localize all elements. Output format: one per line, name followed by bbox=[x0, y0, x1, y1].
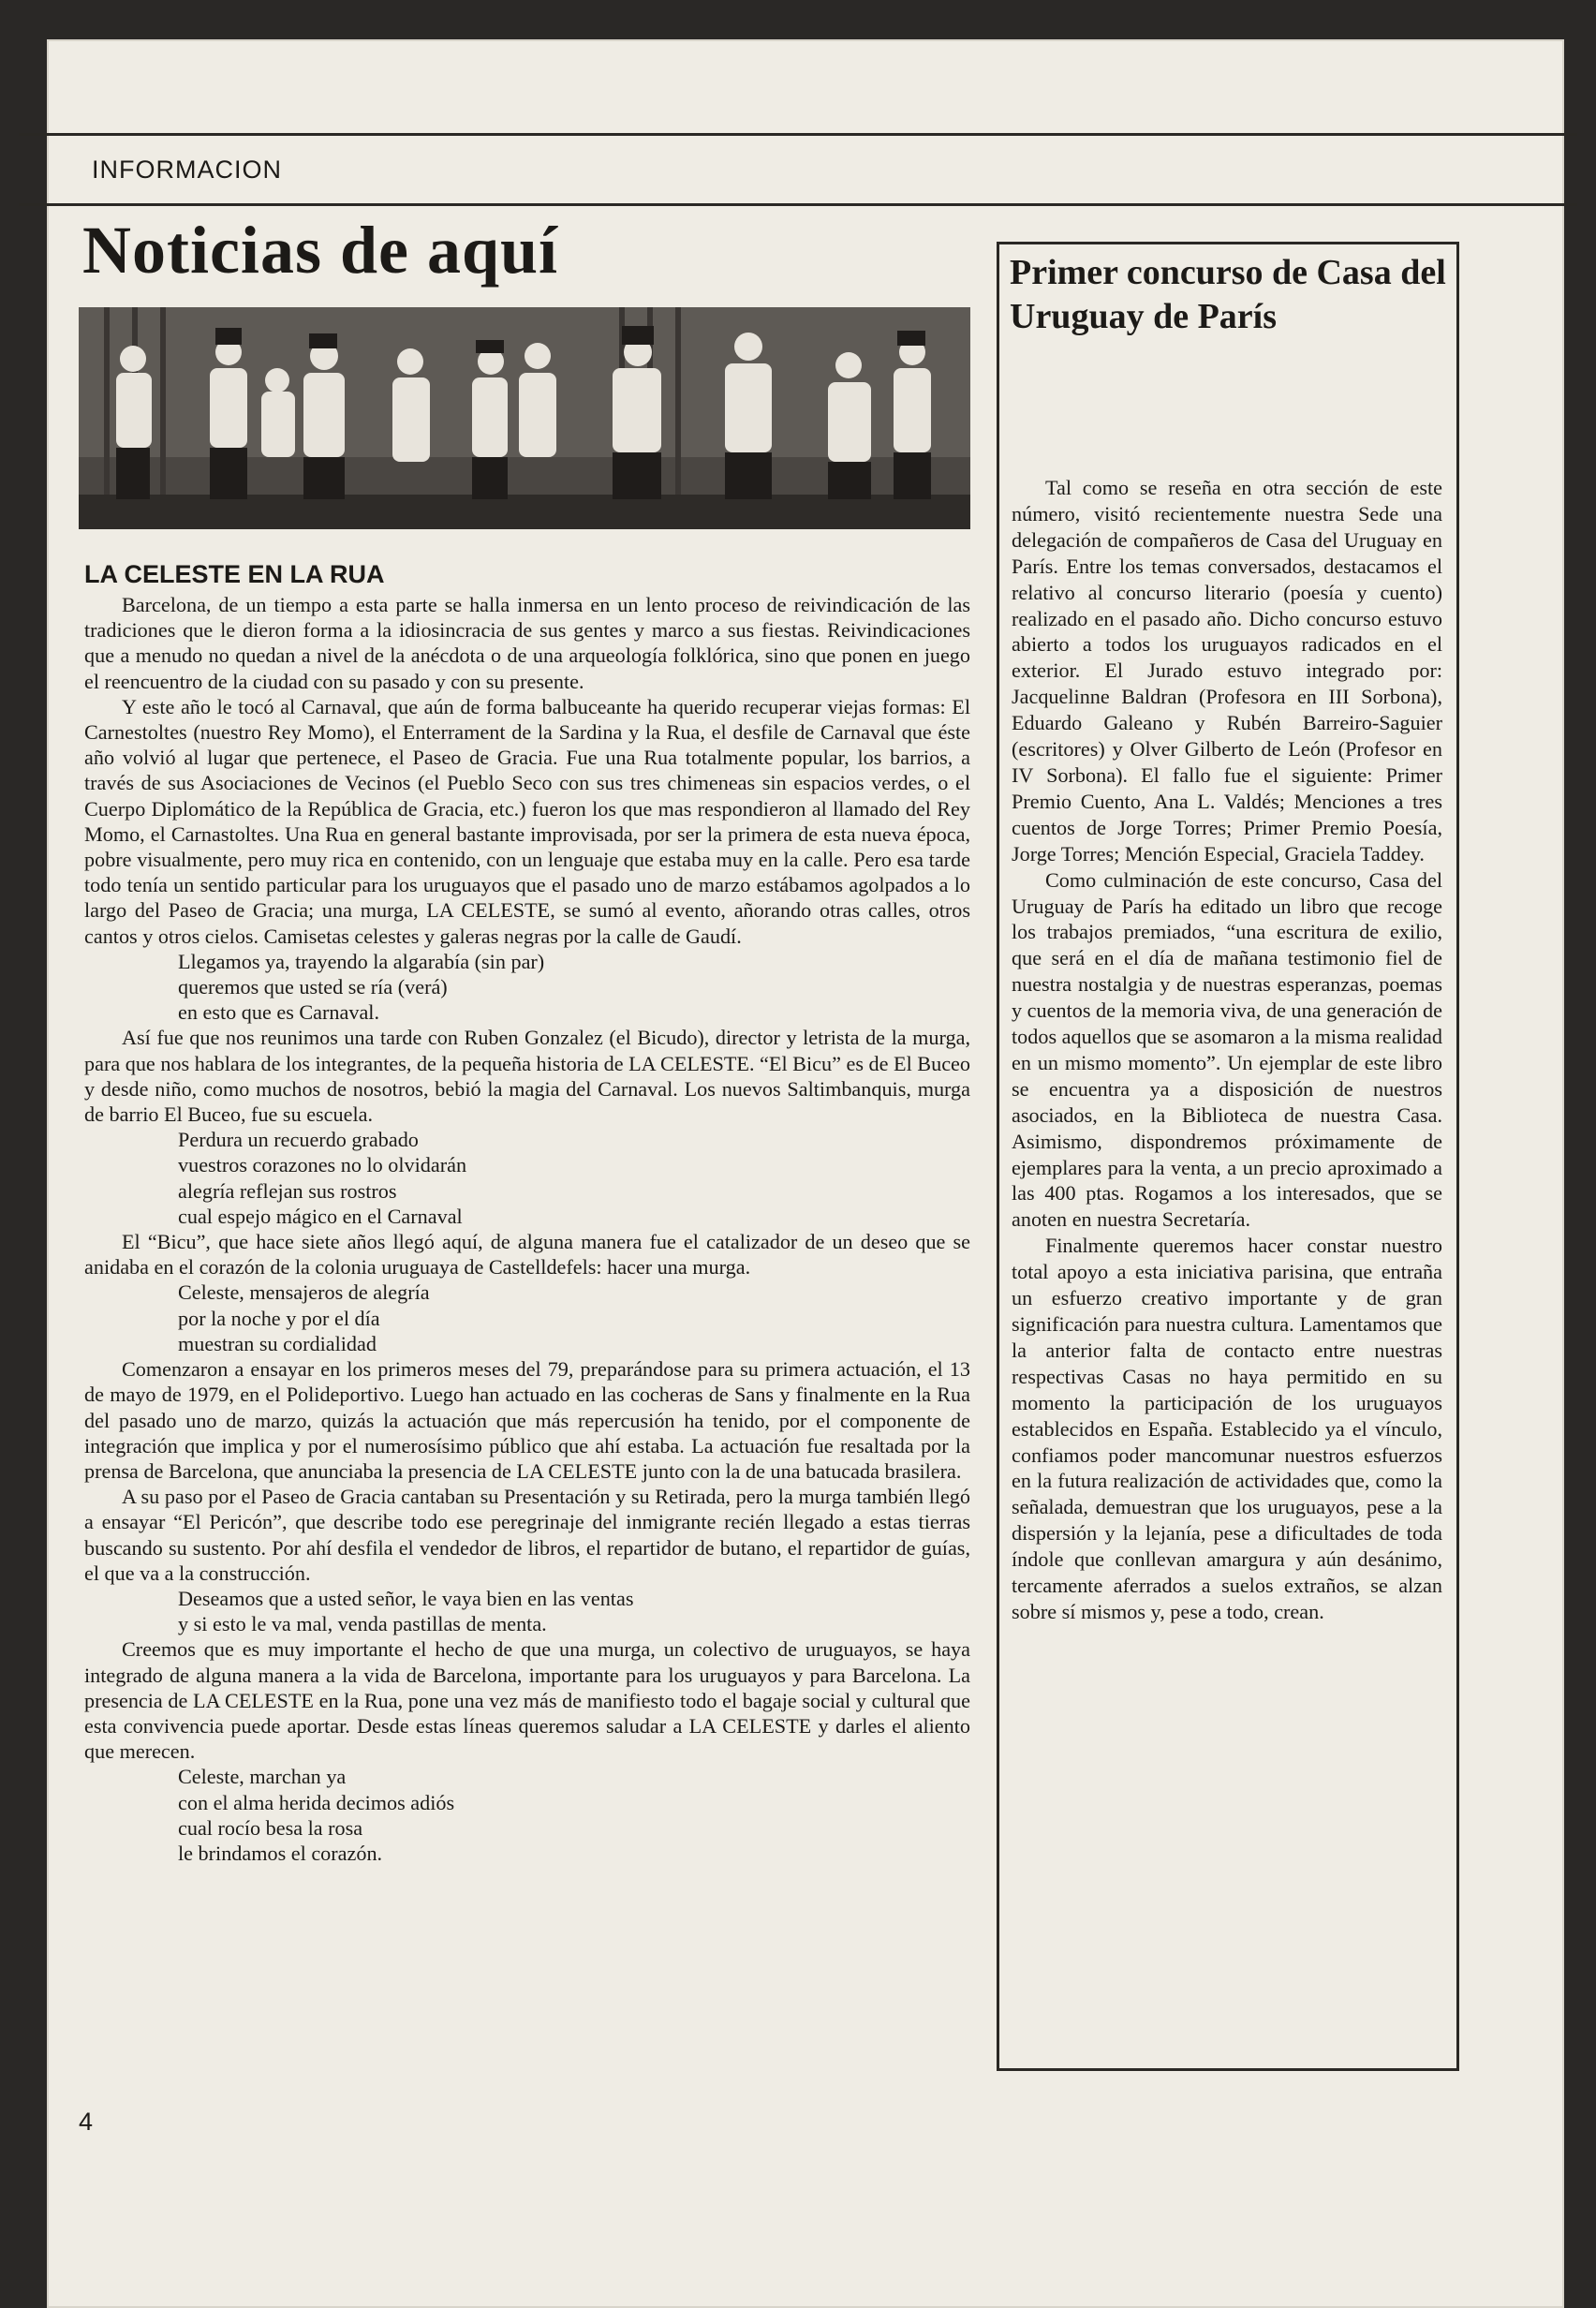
verse-line: Deseamos que a usted señor, le vaya bien en las ventas bbox=[178, 1586, 634, 1610]
murga-performers-photo bbox=[79, 307, 970, 529]
section-rule bbox=[19, 203, 1577, 206]
murga-verse bbox=[84, 1764, 970, 1866]
article-paragraph: El “Bicu”, que hace siete años llegó aquí, de alguna manera fue el catalizador de un deseo que se anidaba en el corazón de la colonia uruguaya de Castelldefels: hacer una murga. bbox=[84, 1230, 970, 1280]
verse-line: y si esto le va mal, venda pastillas de menta. bbox=[178, 1612, 547, 1636]
article-paragraph: Barcelona, de un tiempo a esta parte se halla inmersa en un lento proceso de reivindicación de las tradiciones que le dieron forma a la idiosincracia de sus gentes y marco a sus fiestas. Reivindicaciones que a menudo no quedan a nivel de la anécdota o de una arqueología folklórica, sino que ponen en juego el reencuentro de la ciudad con su pasado y con su presente. bbox=[84, 593, 970, 693]
verse-line: Perdura un recuerdo grabado bbox=[178, 1128, 419, 1152]
verse-line: alegría reflejan sus rostros bbox=[178, 1178, 397, 1203]
article-paragraph: A su paso por el Paseo de Gracia cantaban su Presentación y su Retirada, pero la murga también llegó a ensayar “El Pericón”, que describe todo ese peregrinaje del inmigrante recién llegado a estas tierras buscando su sustento. Por ahí desfila el vendedor de libros, el repartidor de butano, el repartidor de guías, el que va a la construcción. bbox=[84, 1485, 970, 1585]
sidebar-body bbox=[1012, 475, 1442, 1625]
article-paragraph: Así fue que nos reunimos una tarde con Ruben Gonzalez (el Bicudo), director y letrista de la murga, para que nos hablara de los integrantes, de la pequeña historia de LA CELESTE. “El Bicu” es de El Buceo y desde niño, como muchos de nosotros, bebió la magia del Carnaval. Los nuevos Saltimbanquis, murga de barrio El Buceo, fue su escuela. bbox=[84, 1026, 970, 1127]
verse-line: Celeste, mensajeros de alegría bbox=[178, 1280, 430, 1305]
verse-line: cual rocío besa la rosa bbox=[178, 1815, 363, 1840]
murga-verse bbox=[84, 1127, 970, 1229]
verse-line: muestran su cordialidad bbox=[178, 1331, 377, 1355]
article-paragraph: Creemos que es muy importante el hecho de que una murga, un colectivo de uruguayos, se haya integrado de alguna manera a la vida de Barcelona, importante para los uruguayos y para Barcelona. La presencia de LA CELESTE en la Rua, pone una vez más de manifiesto todo el bagaje social y cultural que esta convivencia puede aportar. Desde estas líneas queremos saludar a LA CELESTE y darles el aliento que merecen. bbox=[84, 1637, 970, 1764]
verse-line: vuestros corazones no lo olvidarán bbox=[178, 1153, 467, 1177]
sidebar-paragraph: Tal como se reseña en otra sección de este número, visitó recientemente nuestra Sede una delegación de compañeros de Casa del Uruguay en París. Entre los temas conversados, destacamos el relativo al concurso literario (poesía y cuento) realizado en el pasado año. Dicho concurso estuvo abierto a todos los uruguayos radicados en el exterior. El Jurado estuvo integrado por: Jacquelinne Baldran (Profesora en III Sorbona), Eduardo Galeano y Rubén Barreiro-Saguier (escritores) y Olver Gilberto de León (Profesor en IV Sorbona). El fallo fue el siguiente: Primer Premio Cuento, Ana L. Valdés; Menciones a tres cuentos de Jorge Torres; Primer Premio Poesía, Jorge Torres; Mención Especial, Graciela Taddey. bbox=[1012, 476, 1442, 866]
page-number: 4 bbox=[79, 2108, 94, 2136]
verse-line: queremos que usted se ría (verá) bbox=[178, 975, 448, 999]
murga-verse bbox=[84, 1280, 970, 1356]
murga-verse bbox=[84, 1586, 970, 1636]
article-body bbox=[84, 592, 970, 1866]
verse-line: Llegamos ya, trayendo la algarabía (sin par) bbox=[178, 949, 545, 973]
sidebar-paragraph: Como culminación de este concurso, Casa del Uruguay de París ha editado un libro que recoge los trabajos premiados, “una escritura de exilio, que será en el día de mañana testimonio fiel de nuestra nostalgia y de nuestras esperanzas, poemas y cuentos de la memoria viva, de una generación de todos aquellos que se asomaron a la misma realidad en un mismo momento”. Un ejemplar de este libro se encuentra ya a disposición de nuestros asociados, en la Biblioteca de nuestra Casa. Asimismo, dispondremos próximamente de ejemplares para la venta, a un precio aproximado a las 400 ptas. Rogamos a los interesados, que se anoten en nuestra Secretaría. bbox=[1012, 867, 1442, 1232]
top-rule bbox=[19, 133, 1577, 136]
murga-verse bbox=[84, 949, 970, 1026]
sidebar-title: Primer concurso de Casa del Uruguay de París bbox=[1010, 253, 1446, 336]
section-label: INFORMACION bbox=[92, 155, 282, 184]
verse-line: en esto que es Carnaval. bbox=[178, 1000, 380, 1025]
article-paragraph: Y este año le tocó al Carnaval, que aún de forma balbuceante ha querido recuperar viejas formas: El Carnestoltes (nuestro Rey Momo), el Enterrament de la Sardina y la Rua, el desfile de Carnaval que éste año volvió al lugar que pertenece, el Paseo de Gracia. Fue una Rua totalmente popular, los barrios, a través de sus Asociaciones de Vecinos (el Pueblo Seco con sus tres chimeneas sin espacios verdes, o el Cuerpo Diplomático de la República de Gracia, etc.) fueron los que mas respondieron al llamado del Rey Momo, el Carnastoltes. Una Rua en general bastante improvisada, por ser la primera de esta nueva época, pobre visualmente, pero muy rica en contenido, con un lenguaje que estaba muy en la calle. Pero esa tarde todo tenía un sentido particular para los uruguayos que el pasado uno de marzo estábamos agolpados a lo largo del Paseo de Gracia; una murga, LA CELESTE, se sumó al evento, añorando otras calles, otros cantos y otros cielos. Camisetas celestes y galeras negras por la calle de Gaudí. bbox=[84, 694, 970, 948]
sidebar-paragraph: Finalmente queremos hacer constar nuestro total apoyo a esta iniciativa parisina, que entraña un esfuerzo creativo importante y de gran significación para nuestra cultura. Lamentamos que la anterior falta de contacto entre nuestras respectivas Casas no haya permitido en su momento la participación de los uruguayos establecidos en España. Establecido ya el vínculo, confiamos poder mancomunar nuestros esfuerzos en la futura realización de actividades que, como la señalada, demuestran que los uruguayos, pese a la dispersión y la lejanía, pese a dificultades de toda índole que conllevan amargura y aún desánimo, tercamente aferrados a suelos extraños, se alzan sobre sí mismos y, pese a todo, crean. bbox=[1012, 1234, 1442, 1623]
verse-line: le brindamos el corazón. bbox=[178, 1841, 383, 1865]
verse-line: con el alma herida decimos adiós bbox=[178, 1790, 455, 1814]
article-subhead: LA CELESTE EN LA RUA bbox=[84, 560, 385, 588]
verse-line: Celeste, marchan ya bbox=[178, 1765, 347, 1789]
verse-line: por la noche y por el día bbox=[178, 1306, 380, 1330]
verse-line: cual espejo mágico en el Carnaval bbox=[178, 1204, 463, 1228]
page-headline: Noticias de aquí bbox=[82, 213, 559, 288]
article-paragraph: Comenzaron a ensayar en los primeros meses del 79, preparándose para su primera actuación, el 13 de mayo de 1979, en el Polideportivo. Luego han actuado en las cocheras de Sans y finalmente en la Rua del pasado uno de marzo, quizás la actuación que más repercusión ha tenido, por el componente de integración que implica y por el numerosísimo público que ahí estaba. La actuación fue resaltada por la prensa de Barcelona, que anunciaba la presencia de LA CELESTE junto con la de una batucada brasilera. bbox=[84, 1357, 970, 1483]
